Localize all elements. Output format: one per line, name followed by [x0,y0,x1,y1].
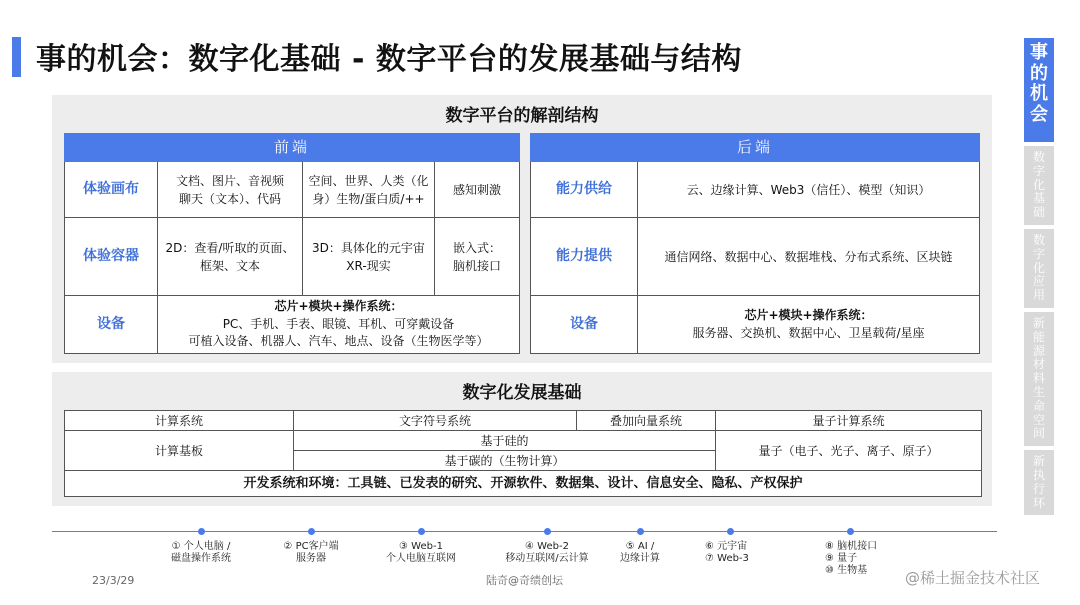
side-nav-char: 数 [1032,150,1045,164]
side-nav-char: 会 [1030,104,1048,126]
timeline-label-line: ③ Web-1 [399,541,443,552]
front-device-cell [158,296,520,354]
dev-environment: 开发系统和环境：工具链、已发表的研究、开源软件、数据集、设计、信息安全、隐私、产权保护 [65,471,982,497]
timeline-point [308,528,315,535]
side-nav-char: 础 [1032,205,1045,220]
footer-author: 陆奇@奇绩创坛 [486,574,563,587]
timeline-label-line: ⑦ Web-3 [705,553,749,564]
timeline-label-line: ⑥ 元宇宙 [705,541,748,552]
back-device-text: 服务器、交换机、数据中心、卫星载荷/星座 [692,325,925,340]
timeline-point [727,528,734,535]
side-nav-char: 行 [1032,481,1045,496]
timeline-label [705,541,749,565]
side-nav-item-2[interactable] [1024,229,1054,308]
front-end-table [64,133,520,354]
side-nav-char: 字 [1032,163,1045,178]
title-accent-bar [12,37,21,77]
timeline-label-line: 服务器 [296,553,326,564]
back-device-title: 芯片+模块+操作系统： [744,308,873,323]
footer-date: 23/3/29 [92,574,135,587]
anatomy-title: 数字平台的解剖结构 [445,106,599,126]
row-label-supply: 能力供给 [531,162,638,218]
system-symbols: 文字符号系统 [294,411,577,431]
side-nav-char: 基 [1032,191,1045,206]
board-label: 计算基板 [65,431,294,471]
side-nav-char: 环 [1032,495,1045,510]
side-nav-item-3[interactable] [1024,312,1054,446]
side-nav-char: 化 [1032,260,1045,275]
back-device-cell [638,296,980,354]
side-nav-char: 空 [1032,412,1045,427]
row-label-provision: 能力提供 [531,218,638,296]
provision-cell: 通信网络、数据中心、数据堆栈、分布式系统、区块链 [638,218,980,296]
timeline-axis [52,531,997,532]
side-nav-char: 事 [1030,42,1048,63]
side-nav-char: 字 [1032,246,1045,261]
timeline-point [418,528,425,535]
side-nav-char: 能 [1032,329,1045,344]
front-device-title: 芯片+模块+操作系统： [274,299,403,314]
anatomy-panel [52,95,992,363]
container-cell-2: 3D：具体化的元宇宙 XR-现实 [303,218,435,296]
side-nav-char: 执 [1032,467,1045,482]
side-navigation [1024,38,1054,519]
side-nav-char: 新 [1032,454,1045,469]
side-nav-char: 数 [1032,232,1045,247]
row-label-canvas: 体验画布 [65,162,158,218]
canvas-cell-2: 空间、世界、人类（化 身）生物/蛋白质/++ [303,162,435,218]
side-nav-char: 源 [1032,343,1045,358]
system-computing: 计算系统 [65,411,294,431]
system-vector: 叠加向量系统 [577,411,716,431]
back-end-header: 后端 [531,134,980,162]
front-end-header: 前端 [65,134,520,162]
side-nav-item-4[interactable] [1024,450,1054,515]
side-nav-char: 用 [1032,288,1045,303]
timeline-label [620,541,660,565]
row-label-container: 体验容器 [65,218,158,296]
side-nav-char: 应 [1032,274,1045,289]
timeline-point [637,528,644,535]
side-nav-char: 命 [1032,398,1045,413]
side-nav-char: 新 [1032,315,1045,330]
timeline-label-line: ④ Web-2 [525,541,569,552]
side-nav-item-1[interactable] [1024,146,1054,225]
timeline-label [171,541,231,565]
side-nav-char: 机 [1030,83,1048,105]
system-quantum: 量子计算系统 [716,411,982,431]
silicon-based: 基于硅的 [294,431,716,451]
container-cell-1: 2D：查看/听取的页面、 框架、文本 [158,218,303,296]
side-nav-item-0[interactable] [1024,38,1054,142]
timeline-label [505,541,588,565]
timeline-label-line: ⑨ 量子 [825,553,858,564]
quantum-board: 量子（电子、光子、离子、原子） [716,431,982,471]
page-title: 事的机会：数字化基础 - 数字平台的发展基础与结构 [36,42,742,77]
timeline-label [283,541,338,565]
timeline-label-line: ② PC客户端 [283,541,339,552]
timeline-label-line: 边缘计算 [620,553,660,564]
side-nav-char: 化 [1032,177,1045,192]
container-cell-3: 嵌入式： 脑机接口 [435,218,520,296]
timeline-point [544,528,551,535]
carbon-based: 基于碳的（生物计算） [294,451,716,471]
back-end-table [530,133,980,354]
foundation-panel [52,372,992,506]
row-label-device-back: 设备 [531,296,638,354]
canvas-cell-1: 文档、图片、音视频 聊天（文本）、代码 [158,162,303,218]
timeline-label [825,541,877,577]
timeline-label-line: ⑩ 生物基 [825,565,868,576]
side-nav-char: 间 [1032,426,1045,441]
timeline-label-line: 个人电脑互联网 [386,553,456,564]
foundation-title: 数字化发展基础 [462,383,582,403]
watermark: @稀土掘金技术社区 [905,569,1041,587]
side-nav-char: 料 [1032,371,1045,386]
timeline-point [198,528,205,535]
timeline-label-line: 磁盘操作系统 [171,553,231,564]
timeline-label [386,541,456,565]
timeline-point [847,528,854,535]
front-device-text: PC、手机、手表、眼镜、耳机、可穿戴设备 可植入设备、机器人、汽车、地点、设备（生物医学等） [188,316,489,349]
canvas-cell-3: 感知刺激 [435,162,520,218]
timeline-label-line: ⑧ 脑机接口 [825,541,878,552]
side-nav-char: 的 [1030,62,1048,84]
supply-cell: 云、边缘计算、Web3（信任）、模型（知识） [638,162,980,218]
timeline-label-line: 移动互联网/云计算 [505,553,589,564]
foundation-table [64,410,982,497]
side-nav-char: 生 [1032,384,1045,399]
row-label-device-front: 设备 [65,296,158,354]
timeline-label-line: ① 个人电脑 / [171,541,231,552]
timeline-label-line: ⑤ AI / [625,541,655,552]
side-nav-char: 材 [1032,357,1045,372]
